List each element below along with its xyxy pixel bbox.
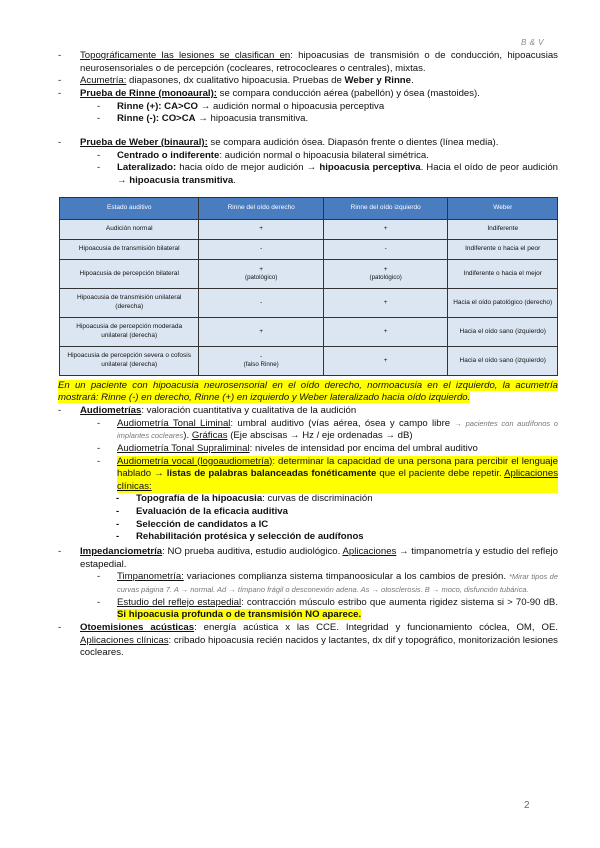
weber-lateralizado-item (58, 162, 558, 187)
rinne-negative-text: → hipoacusia transmitiva. (195, 113, 309, 125)
rinne-positive-bold: Rinne (+): CA>CO (117, 100, 199, 112)
impedanciometria-label: Impedanciometría (80, 546, 163, 558)
acumetria-bold: Weber y Rinne (344, 75, 411, 87)
reflejo-text: : contracción músculo estribo que aumenta rigidez sistema si > 70-90 dB. (241, 596, 558, 608)
topografico-label: Topográficamente las lesiones se clasifican en (80, 50, 291, 61)
table-row (60, 346, 558, 375)
vocal-item (58, 456, 558, 494)
tonal-liminal-item (58, 418, 558, 443)
cell-derecho (199, 317, 324, 346)
audiometrias-text: : valoración cuantitativa y cualitativa de la audición (141, 404, 357, 416)
otoemisiones-label: Otoemisiones acústicas (80, 622, 195, 634)
cell-estado: Hipoacusia de percepción bilateral (60, 259, 199, 288)
cell-derecho (199, 259, 324, 288)
impedanciometria-apps-label: Aplicaciones (342, 546, 397, 558)
topografico-text: : hipoacusias de transmisión o de conducción, hipoacusias neurosensoriales o de percepción (cocleares, retrococleares o centrales), mixtas. (80, 50, 558, 74)
list-item-otoemisiones (58, 622, 558, 660)
cell-note: (patológico) (245, 273, 278, 281)
weber-text: se compara audición ósea. Diapasón frente o dientes (línea media). (207, 136, 499, 148)
cell-izquierdo (323, 239, 448, 259)
cell-value: + (383, 265, 388, 273)
app-item (58, 493, 558, 506)
cell-derecho (199, 346, 324, 375)
cell-estado: Hipoacusia de transmisión bilateral (60, 239, 199, 259)
list-item-weber (58, 137, 558, 150)
cell-note: (falso Rinne) (243, 360, 279, 368)
graficas-text: (Eje abscisas → Hz / eje ordenadas → dB) (227, 430, 413, 442)
rinne-negative-item (58, 113, 558, 126)
cell-weber: Indiferente (448, 219, 558, 239)
app-text: : curvas de discriminación (262, 493, 373, 505)
vocal-apps-label: Aplicaciones clínicas: (117, 468, 558, 492)
app-bold: Topografía de la hipoacusia (136, 493, 263, 505)
cell-estado: Hipoacusia de percepción severa o cofosis unilateral (derecha) (60, 346, 199, 375)
list-item-audiometrias (58, 405, 558, 418)
cell-izquierdo (323, 346, 448, 375)
vocal-highlight (117, 456, 558, 494)
cell-derecho (199, 239, 324, 259)
rinne-negative-bold: Rinne (-): CO>CA (117, 113, 196, 125)
weber-lat-bold: Lateralizado: (117, 162, 177, 174)
reflejo-item (58, 597, 558, 622)
cell-value: - (260, 352, 263, 360)
acumetria-end: . (411, 75, 414, 87)
list-item-acumetria (58, 75, 558, 88)
cell-value: + (259, 225, 264, 232)
table-row (60, 288, 558, 317)
cell-weber: Indiferente o hacia el peor (448, 239, 558, 259)
rinne-label: Prueba de Rinne (monoaural): (80, 87, 217, 99)
vocal-bold: listas de palabras balanceadas fonéticamente (166, 468, 377, 480)
supraliminal-text: : niveles de intensidad por encima del umbral auditivo (249, 442, 478, 454)
otoemisiones-apps-label: Aplicaciones clínicas (80, 634, 169, 646)
weber-centrado-bold: Centrado o indiferente (117, 149, 220, 161)
header-weber: Weber (448, 197, 558, 219)
cell-estado: Hipoacusia de transmisión unilateral (derecha) (60, 288, 199, 317)
acumetria-text: diapasones, dx cualitativo hipoacusia. Pruebas de (126, 75, 345, 87)
weber-lat-text2: . Hacia el oído de peor audición → (117, 162, 558, 186)
rinne-positive-item (58, 101, 558, 114)
table-row (60, 317, 558, 346)
graficas-label: Gráficas (191, 430, 228, 442)
weber-lat-bold2: hipoacusia perceptiva (319, 162, 421, 174)
weber-lat-end: . (233, 174, 236, 186)
app-bold: Selección de candidatos a IC (136, 518, 269, 530)
app-item (58, 506, 558, 519)
vocal-text1: : determinar la capacidad de una persona para percibir el lenguaje hablado → (117, 455, 558, 480)
weber-lat-bold3: hipoacusia transmitiva (129, 174, 234, 186)
cell-note: (patológico) (369, 273, 402, 281)
cell-izquierdo (323, 317, 448, 346)
reflejo-bold: Si hipoacusia profunda o de transmisión NO aparece. (117, 609, 362, 621)
cell-value: + (383, 327, 388, 335)
timpanometria-item (58, 571, 558, 596)
cell-value: + (383, 298, 388, 306)
cell-value: + (383, 356, 388, 364)
supraliminal-item (58, 443, 558, 456)
example-note-text: En un paciente con hipoacusia neurosensorial en el oído derecho, normoacusia en el izquierdo, la acumetría mostrará: Rinne (-) en derecho, Rinne (+) en izquierdo y Weber lateralizado hacia oído izquierdo. (58, 379, 558, 404)
vocal-label: Audiometría vocal (logoaudiometría) (117, 455, 273, 467)
table-row (60, 239, 558, 259)
app-item (58, 519, 558, 532)
otoemisiones-text2: : cribado hipoacusia recién nacidos y lactantes, dx dif y topográfico, monitorización lesiones cocleares. (80, 634, 558, 659)
cell-value: - (260, 298, 263, 306)
rinne-text: se compara conducción aérea (pabellón) y ósea (mastoides). (217, 87, 480, 99)
cell-izquierdo (323, 259, 448, 288)
cell-estado: Hipoacusia de percepción moderada unilateral (derecha) (60, 317, 199, 346)
timpanometria-label: Timpanometría: (117, 571, 184, 583)
timpanometria-text: variaciones complianza sistema timpanoosicular a los cambios de presión. (183, 571, 510, 583)
acumetria-label: Acumetría: (80, 75, 127, 87)
cell-weber: Indiferente o hacia el mejor (448, 259, 558, 288)
weber-lat-text1: hacia oído de mejor audición → (176, 162, 320, 174)
app-bold: Rehabilitación protésica y selección de audífonos (136, 531, 364, 543)
app-bold: Evaluación de la eficacia auditiva (136, 506, 288, 518)
list-item-impedanciometria (58, 546, 558, 571)
otoemisiones-text1: : energía acústica x las CCE. Integridad y funcionamiento cóclea, OM, OE. (194, 622, 559, 634)
audiometrias-label: Audiometrías (80, 404, 142, 416)
example-note (58, 380, 558, 405)
timpanometria-small: *Mirar tipos de curvas página 7. A → normal. Ad → tímpano frágil o desconexión adena. As → otosclerosis. B → moco, disfunción tubárica. (117, 572, 558, 595)
weber-label: Prueba de Weber (binaural): (80, 136, 208, 148)
impedanciometria-text1: : NO prueba auditiva, estudio audiológico. (162, 546, 343, 558)
header-rinne-derecho: Rinne del oído derecho (199, 197, 324, 219)
tonal-liminal-text: : umbral auditivo (vías aérea, ósea y campo libre (230, 417, 455, 429)
supraliminal-label: Audiometría Tonal Supraliminal (117, 442, 250, 454)
acumetria-table (59, 197, 558, 376)
rinne-positive-text: → audición normal o hipoacusia perceptiva (198, 100, 385, 112)
cell-weber: Hacia el oído sano (izquierdo) (448, 317, 558, 346)
impedanciometria-text2: → timpanometría y estudio del reflejo estapedial. (80, 546, 558, 570)
cell-derecho (199, 288, 324, 317)
header-rinne-izquierdo: Rinne del oído izquierdo (323, 197, 448, 219)
cell-value: - (260, 245, 263, 252)
weber-centrado-text: : audición normal o hipoacusia bilateral simétrica. (219, 149, 429, 161)
app-item (58, 531, 558, 544)
tonal-liminal-label: Audiometría Tonal Liminal (117, 417, 231, 429)
cell-izquierdo (323, 288, 448, 317)
table-row (60, 219, 558, 239)
cell-weber: Hacia el oído patológico (derecho) (448, 288, 558, 317)
cell-estado: Audición normal (60, 219, 199, 239)
page-number: 2 (524, 800, 530, 811)
header-tag: B & V (521, 38, 544, 47)
vocal-text2: que el paciente debe repetir. (376, 468, 505, 480)
cell-value: - (384, 245, 387, 252)
weber-centrado-item (58, 150, 558, 163)
table-header-row (60, 197, 558, 219)
tonal-liminal-text2: ). (183, 430, 192, 442)
table-row (60, 259, 558, 288)
cell-izquierdo (323, 219, 448, 239)
cell-value: + (259, 265, 264, 273)
document-body (58, 50, 558, 660)
list-item-topografico (58, 50, 558, 75)
cell-derecho (199, 219, 324, 239)
cell-weber: Hacia el oído sano (izquierdo) (448, 346, 558, 375)
list-item-rinne (58, 88, 558, 101)
reflejo-label: Estudio del reflejo estapedial (117, 596, 242, 608)
cell-value: + (259, 327, 264, 335)
tonal-liminal-small: → pacientes con audífonos o implantes cocleares (117, 418, 558, 441)
cell-value: + (383, 225, 388, 232)
header-estado: Estado auditivo (60, 197, 199, 219)
